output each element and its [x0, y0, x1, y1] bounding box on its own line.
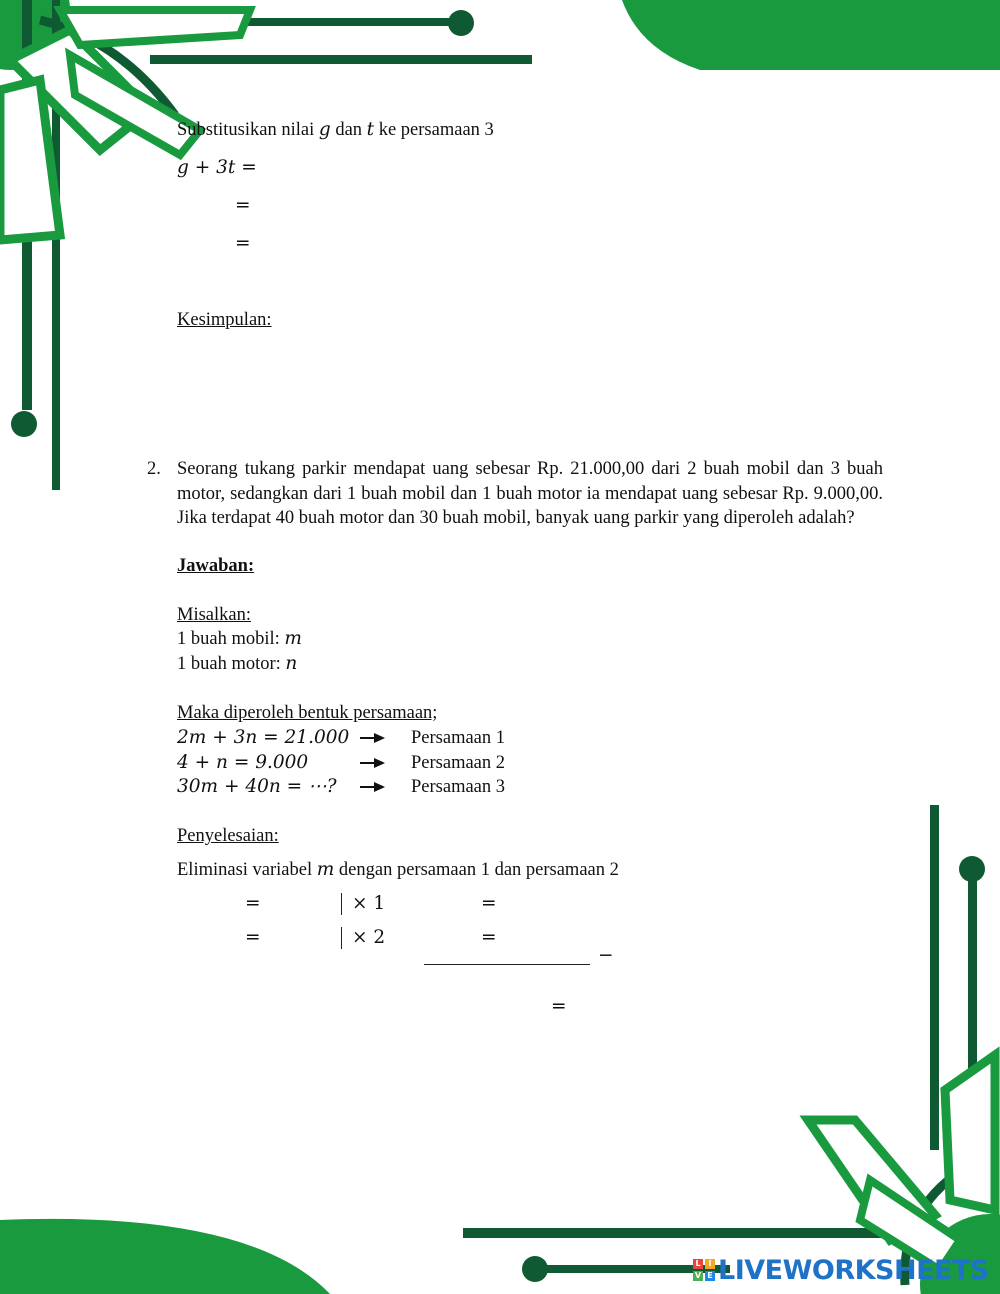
equation-3: 30m + 40n = ⋯? — [177, 776, 337, 797]
divider-bar — [341, 893, 342, 915]
bottom-left-blob — [0, 1219, 330, 1294]
elim-row2-result-rhs[interactable] — [502, 925, 606, 953]
solution-label: Penyelesaian: — [177, 826, 279, 846]
arrow-right-icon — [360, 781, 386, 793]
equals-sign: = — [235, 233, 251, 254]
conclusion-input[interactable] — [177, 338, 881, 432]
substitution-answer-2[interactable] — [262, 193, 566, 221]
conclusion-label: Kesimpulan: — [177, 310, 272, 330]
equals-sign: = — [551, 996, 567, 1017]
multiplier-1: × 1 — [352, 893, 386, 914]
let-motor: 1 buah motor: n — [177, 653, 298, 674]
subtraction-line — [424, 964, 590, 965]
substitution-expression: g + 3t = — [177, 157, 257, 178]
equation-1: 2m + 3n = 21.000 — [177, 727, 350, 748]
logo-tile: V — [694, 1271, 702, 1280]
top-right-blob — [622, 0, 1000, 70]
equation-2-label: Persamaan 2 — [411, 753, 506, 773]
elimination-instruction: Eliminasi variabel m dengan persamaan 1 dan persamaan 2 — [177, 859, 619, 880]
arrow-right-icon — [360, 757, 386, 769]
elim-row2-result-lhs[interactable] — [400, 925, 480, 953]
let-car: 1 buah mobil: m — [177, 628, 302, 649]
minus-sign: − — [598, 945, 614, 966]
elim-row1-rhs[interactable] — [266, 891, 340, 919]
elim-result-lhs[interactable] — [440, 994, 549, 1022]
equals-sign: = — [481, 927, 497, 948]
elim-row1-lhs[interactable] — [177, 891, 243, 919]
elim-result-rhs[interactable] — [572, 994, 696, 1022]
elim-row2-rhs[interactable] — [266, 925, 340, 953]
answer-label: Jawaban: — [177, 556, 255, 576]
logo-tile: I — [705, 1259, 715, 1269]
logo-tile: E — [705, 1271, 715, 1281]
substitution-answer-1[interactable] — [262, 155, 566, 183]
logo-wordmark: LIVEWORKSHEETS — [718, 1254, 989, 1286]
equals-sign: = — [235, 195, 251, 216]
question-number: 2. — [147, 459, 161, 479]
equation-2: 4 + n = 9.000 — [177, 752, 309, 773]
equals-sign: = — [245, 927, 261, 948]
substitution-instruction: Substitusikan nilai g dan t ke persamaan 3 — [177, 119, 494, 140]
elim-row1-result-lhs[interactable] — [400, 891, 480, 919]
let-label: Misalkan: — [177, 605, 251, 625]
divider-bar — [341, 927, 342, 949]
equation-3-label: Persamaan 3 — [411, 777, 506, 797]
logo-tiles — [693, 1259, 715, 1281]
equation-1-label: Persamaan 1 — [411, 728, 506, 748]
liveworksheets-logo — [693, 1253, 989, 1287]
substitution-answer-3[interactable] — [262, 231, 566, 259]
question-text: Seorang tukang parkir mendapat uang sebesar Rp. 21.000,00 dari 2 buah mobil dan 3 buah motor, sedangkan dari 1 buah mobil dan 1 buah motor ia mendapat uang sebesar Rp. 9.000,00. Jika terdapat 40 buah motor dan 30 buah mobil, banyak uang parkir yang diperoleh adalah? — [177, 459, 883, 528]
elim-row2-lhs[interactable] — [177, 925, 243, 953]
arrow-right-icon — [360, 732, 386, 744]
equals-sign: = — [245, 893, 261, 914]
system-label: Maka diperoleh bentuk persamaan; — [177, 703, 438, 723]
elim-row1-result-rhs[interactable] — [502, 891, 606, 919]
equals-sign: = — [481, 893, 497, 914]
multiplier-2: × 2 — [352, 927, 386, 948]
logo-tile: L — [693, 1259, 703, 1269]
